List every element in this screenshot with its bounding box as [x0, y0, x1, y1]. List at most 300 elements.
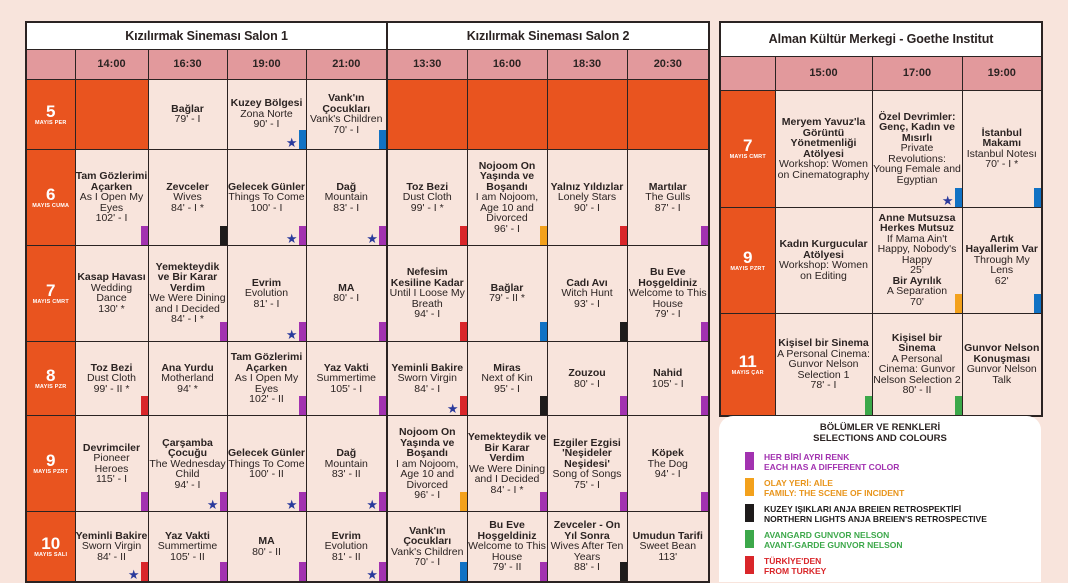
day-label [26, 416, 75, 512]
film-original-title: Wives [173, 191, 202, 204]
film-title: Kişisel bir Sinema [891, 331, 943, 355]
film-duration: 105' - I [651, 377, 684, 390]
film-title: Nefesim Kesiline Kadar [390, 266, 464, 289]
legend-text [764, 478, 904, 498]
film-original-title: Workshop: Women on Editing [779, 259, 868, 282]
film-title: Umudun Tarifi [632, 529, 703, 542]
screening-cell[interactable] [962, 313, 1042, 416]
screening-cell[interactable] [227, 512, 306, 582]
section-color-marker [620, 396, 627, 415]
day-number: 9 [743, 247, 753, 267]
film-title: Köpek [651, 447, 684, 460]
legend-subtitle: SELECTIONS AND COLOURS [813, 433, 947, 444]
screening-cell[interactable] [387, 149, 467, 245]
screening-cell[interactable] [148, 79, 227, 149]
film-original-title: Summertime [157, 540, 218, 553]
day-weekday: MAYIS CMRT [729, 154, 766, 160]
screening-cell[interactable] [775, 313, 872, 416]
film-title: Gelecek Günler [227, 180, 306, 193]
section-color-marker [299, 562, 306, 581]
film-duration: 113' [658, 550, 678, 563]
day-label [720, 90, 775, 207]
showtime-header: 15:00 [775, 56, 872, 90]
legend-item [745, 504, 987, 524]
day-number: 8 [46, 366, 56, 386]
star-icon: ★ [285, 134, 298, 150]
film-original-title: Mountain [324, 457, 368, 470]
film-title: Zevceler - On Yıl Sonra [553, 519, 621, 542]
screening-cell[interactable] [227, 79, 306, 149]
legend-label-tr: KUZEY IŞIKLARI ANJA BREIEN RETROSPEKTİFİ [764, 504, 962, 514]
film-original-title: Lonely Stars [557, 191, 617, 204]
film-original-title: We Were Dining and I Decided [468, 462, 546, 486]
screening-cell[interactable] [148, 342, 227, 416]
screening-cell[interactable] [467, 245, 547, 341]
legend-label-tr: TÜRKİYE'DEN [764, 556, 822, 566]
section-color-marker [540, 562, 547, 581]
film-title: Zouzou [568, 367, 606, 380]
legend-swatch [745, 530, 754, 548]
film-duration: 115' - I [96, 473, 127, 486]
screening-cell[interactable] [306, 245, 387, 341]
section-color-marker [540, 226, 547, 245]
day-weekday: MAYIS SALI [34, 552, 68, 559]
film-duration: 100' - I [250, 201, 283, 214]
showtime-header: 17:00 [872, 56, 962, 90]
screening-cell[interactable] [148, 512, 227, 582]
day-weekday: MAYIS CUMA [32, 202, 70, 209]
screening-cell[interactable] [387, 342, 467, 416]
star-icon: ★ [206, 497, 219, 512]
salon1-schedule [25, 21, 388, 583]
header-corner [26, 49, 75, 79]
screening-cell[interactable] [75, 149, 148, 245]
legend-label-en: NORTHERN LIGHTS ANJA BREIEN'S RETROSPECTIVE [764, 514, 987, 524]
screening-cell[interactable] [227, 416, 306, 512]
film-duration: 87' - I [654, 201, 681, 214]
screening-cell[interactable] [962, 90, 1042, 207]
film-original-title: Dust Cloth [402, 191, 452, 204]
screening-cell[interactable] [306, 416, 387, 512]
film-title: Miras [493, 361, 521, 374]
showtime-header: 14:00 [75, 49, 148, 79]
film-title: Evrim [331, 529, 361, 542]
section-color-marker [299, 130, 306, 149]
film-duration: 94' - I [414, 308, 441, 321]
star-icon: ★ [941, 192, 954, 207]
screening-cell[interactable] [872, 313, 962, 416]
film-title: Tam Gözlerimi Açarken [75, 170, 148, 193]
film-title: Dağ [336, 180, 357, 193]
screening-cell[interactable] [872, 207, 962, 313]
film-original-title: A Personal Cinema: Gunvor Nelson Selection 1 [777, 347, 870, 381]
film-duration: 78' - I [810, 379, 837, 391]
screening-cell[interactable] [387, 512, 467, 582]
day-label [26, 512, 75, 582]
empty-slot [387, 79, 467, 149]
film-title: Anne Mutsuzsa Herkes Mutsuz [878, 211, 956, 235]
screening-cell[interactable] [775, 207, 872, 313]
empty-slot [547, 79, 627, 149]
film-original-title: Private Revolutions: Young Female and Egyptian [873, 142, 961, 186]
film-duration: 79' - II [492, 561, 522, 574]
film-duration: 80' - I [574, 377, 600, 390]
film-title: Kişisel bir Sinema [778, 337, 869, 349]
section-color-marker [141, 396, 148, 415]
film-original-title: Zona Norte [240, 107, 293, 120]
film-title: Yeminli Bakire [391, 361, 464, 374]
screening-cell[interactable] [467, 512, 547, 582]
film-duration: 81' - II [331, 550, 361, 563]
day-number: 10 [41, 534, 61, 554]
section-color-marker [141, 492, 148, 511]
screening-cell[interactable] [227, 245, 306, 341]
film-original-title: Motherland [161, 372, 214, 385]
star-icon: ★ [366, 230, 379, 246]
legend-panel [719, 416, 1041, 582]
legend-item [745, 556, 826, 576]
film-title: Toz Bezi [406, 180, 449, 193]
venue-title: Kızılırmak Sineması Salon 1 [26, 22, 387, 49]
film-title: Bağlar [171, 102, 204, 115]
film-title: Ezgiler Ezgisi 'Neşideler Neşidesi' [553, 436, 621, 470]
star-icon: ★ [127, 567, 140, 582]
section-color-marker [1034, 188, 1041, 207]
header-corner [720, 56, 775, 90]
film-title: Zevceler [166, 180, 209, 193]
day-number: 5 [46, 101, 56, 121]
legend-label-tr: OLAY YERİ: AİLE [764, 478, 833, 488]
legend-label-en: FROM TURKEY [764, 566, 827, 576]
screening-cell[interactable] [467, 342, 547, 416]
film-duration: 94' - I [654, 468, 681, 481]
film-duration: 84' - I * [171, 313, 204, 326]
film-duration: 94' * [177, 382, 198, 395]
film-original-title: Evolution [324, 540, 368, 553]
film-title: Kasap Havası [77, 271, 146, 284]
film-duration: 100' - II [249, 468, 284, 481]
film-title: Devrimciler [82, 441, 141, 454]
legend-text [764, 504, 987, 524]
showtime-header: 20:30 [627, 49, 709, 79]
film-title: İstanbul Makamı [981, 126, 1022, 149]
section-color-marker [540, 396, 547, 415]
film-original-title: Welcome to This House [468, 540, 546, 563]
screening-cell[interactable] [387, 416, 467, 512]
film-original-title: We Were Dining and I Decided [149, 292, 226, 315]
film-duration: 90' - I [574, 201, 600, 214]
film-duration: 80' - II [902, 384, 932, 397]
screening-cell[interactable] [75, 245, 148, 341]
screening-cell[interactable] [75, 342, 148, 416]
section-color-marker [220, 492, 227, 511]
film-duration: 83' - II [331, 468, 361, 481]
screening-cell[interactable] [306, 342, 387, 416]
film-duration: 84' - II [97, 550, 126, 563]
section-color-marker [379, 322, 386, 341]
day-number: 7 [743, 136, 753, 155]
film-title: Kuzey Bölgesi [230, 97, 303, 110]
screening-cell[interactable] [306, 149, 387, 245]
screening-cell[interactable] [547, 245, 627, 341]
showtime-header: 19:00 [227, 49, 306, 79]
section-color-marker [141, 226, 148, 245]
screening-cell[interactable] [627, 512, 709, 582]
film-title: Yeminli Bakire [75, 529, 148, 542]
film-duration: 99' - I * [410, 201, 444, 214]
section-color-marker [955, 294, 962, 313]
film-duration: 70' - I * [985, 158, 1019, 170]
legend-label-en: AVANT-GARDE GUNVOR NELSON [764, 540, 903, 550]
showtime-header: 18:30 [547, 49, 627, 79]
film-title: MA [258, 535, 275, 548]
film-duration: 102' - II [249, 393, 284, 406]
section-color-marker [460, 226, 467, 245]
film-original-title: A Personal Cinema: Gunvor Nelson Selection 2 [873, 352, 961, 386]
film-duration: 105' - I [330, 382, 363, 395]
film-duration: 99' - II * [93, 382, 130, 395]
screening-cell[interactable] [547, 416, 627, 512]
section-color-marker [299, 226, 306, 245]
screening-cell[interactable] [775, 90, 872, 207]
film-original-title: Sworn Virgin [397, 372, 457, 385]
screening-cell[interactable] [75, 416, 148, 512]
screening-cell[interactable] [467, 149, 547, 245]
film-duration: 96' - I [494, 222, 520, 235]
day-label [720, 207, 775, 313]
film-duration: 84' - I [414, 382, 441, 395]
film-title: Meryem Yavuz'la Görüntü Yönetmenliği Atölyesi [781, 116, 866, 160]
day-number: 6 [46, 184, 56, 204]
empty-slot [627, 79, 709, 149]
film-original-title: Through My Lens [973, 253, 1030, 277]
film-duration: 102' - I [95, 212, 128, 225]
film-duration: 80' - II [252, 545, 281, 558]
film-title: Tam Gözlerimi Açarken [230, 351, 303, 374]
section-color-marker [620, 322, 627, 341]
film-duration: 70' [910, 295, 924, 308]
screening-cell[interactable] [547, 149, 627, 245]
legend-swatch [745, 504, 754, 522]
star-icon: ★ [285, 230, 298, 246]
film-duration: 79' - I [174, 113, 201, 126]
film-title: Cadı Avı [566, 276, 608, 289]
section-color-marker [620, 226, 627, 245]
film-original-title: Song of Songs [552, 468, 622, 481]
screening-cell[interactable] [306, 79, 387, 149]
film-duration: 83' - I [333, 201, 360, 214]
star-icon: ★ [285, 497, 298, 512]
film-original-title: Wives After Ten Years [550, 540, 624, 563]
section-color-marker [299, 322, 306, 341]
film-duration: 94' - I [174, 478, 201, 491]
section-color-marker [379, 130, 386, 149]
screening-cell[interactable] [627, 416, 709, 512]
showtime-header: 19:00 [962, 56, 1042, 90]
film-title: Yemekteydik ve Bir Karar Verdim [155, 260, 220, 294]
film-duration: 90' - I [253, 118, 280, 131]
film-original-title: As I Open My Eyes [79, 191, 144, 214]
section-color-marker [865, 396, 872, 415]
showtime-header: 13:30 [387, 49, 467, 79]
film-title: Yaz Vakti [323, 361, 369, 374]
film-original-title: I am Nojoom, Age 10 and Divorced [475, 191, 539, 225]
film-original-title: The Dog [647, 457, 688, 470]
film-original-title: The Gulls [645, 191, 691, 204]
section-color-marker [141, 562, 148, 581]
film-original-title: Workshop: Women on Cinematography [777, 158, 870, 181]
film-original-title: Sworn Virgin [81, 540, 142, 553]
section-color-marker [299, 396, 306, 415]
film-title: MA [338, 281, 355, 294]
section-color-marker [220, 226, 227, 245]
film-duration: 88' - I [574, 561, 600, 574]
film-title: Kadın Kurgucular Atölyesi [779, 238, 868, 261]
screening-cell[interactable] [387, 245, 467, 341]
film-title: Martılar [648, 180, 687, 193]
section-color-marker [540, 492, 547, 511]
section-color-marker [299, 492, 306, 511]
screening-cell[interactable] [547, 512, 627, 582]
film-original-title: A Separation [886, 285, 948, 298]
film-original-title: Vank's Children [391, 545, 464, 558]
screening-cell[interactable] [148, 245, 227, 341]
film-original-title: Evolution [244, 287, 289, 300]
section-color-marker [460, 396, 467, 415]
day-weekday: MAYIS PZRT [730, 265, 766, 272]
film-title: Gelecek Günler [227, 447, 306, 460]
day-label [26, 342, 75, 416]
film-title: Yalnız Yıldızlar [550, 180, 624, 193]
day-weekday: MAYIS PER [34, 119, 67, 126]
film-original-title: Next of Kin [481, 372, 533, 385]
screening-cell[interactable] [627, 342, 709, 416]
legend-text [764, 530, 903, 550]
screening-cell[interactable] [306, 512, 387, 582]
screening-cell[interactable] [227, 149, 306, 245]
day-label [26, 149, 75, 245]
section-color-marker [379, 562, 386, 581]
star-icon: ★ [366, 497, 379, 512]
legend-label-en: EACH HAS A DIFFERENT COLOR [764, 462, 900, 472]
section-color-marker [540, 322, 547, 341]
film-duration: 95' - I [494, 382, 520, 395]
film-original-title: Things To Come [228, 457, 305, 470]
section-color-marker [460, 562, 467, 581]
section-color-marker [379, 492, 386, 511]
section-color-marker [701, 492, 708, 511]
legend-item [745, 530, 903, 550]
empty-slot [75, 79, 148, 149]
film-duration: 80' - I [333, 292, 360, 305]
showtime-header: 16:30 [148, 49, 227, 79]
day-number: 11 [738, 351, 757, 371]
film-title: Bu Eve Hoşgeldiniz [477, 519, 537, 542]
film-duration: 96' - I [414, 489, 441, 502]
day-label [26, 245, 75, 341]
section-color-marker [220, 322, 227, 341]
film-original-title: Dust Cloth [86, 372, 137, 385]
film-duration: 25' [910, 264, 924, 277]
screening-cell[interactable] [962, 207, 1042, 313]
film-duration: 105' - II [170, 550, 205, 563]
star-icon: ★ [446, 401, 459, 416]
section-color-marker [460, 322, 467, 341]
film-original-title: Summertime [316, 372, 377, 385]
film-duration: 81' - I [253, 297, 280, 310]
film-duration: 84' - I * [171, 201, 204, 214]
film-title: Bağlar [490, 281, 524, 294]
day-weekday: MAYIS CMRT [32, 298, 69, 305]
film-original-title: Until I Loose My Breath [389, 287, 465, 310]
screening-cell[interactable] [148, 416, 227, 512]
film-original-title: Sweet Bean [639, 540, 697, 553]
film-original-title: I am Nojoom, Age 10 and Divorced [396, 457, 459, 491]
showtime-header: 21:00 [306, 49, 387, 79]
film-title: Yemekteydik ve Bir Karar Verdim [467, 431, 547, 465]
screening-cell[interactable] [547, 342, 627, 416]
film-original-title: As I Open My Eyes [234, 372, 299, 395]
screening-cell[interactable] [627, 245, 709, 341]
star-icon: ★ [366, 567, 379, 582]
film-duration: 62' [994, 274, 1009, 287]
star-icon: ★ [285, 327, 298, 342]
film-title: Bu Eve Hoşgeldiniz [638, 266, 698, 289]
film-title: Evrim [251, 276, 282, 289]
film-duration: 79' - II * [489, 292, 525, 305]
legend-item [745, 452, 899, 472]
film-original-title: Wedding Dance [90, 281, 133, 305]
section-color-marker [220, 562, 227, 581]
legend-text [764, 452, 899, 472]
screening-cell[interactable] [75, 512, 148, 582]
empty-slot [467, 79, 547, 149]
legend-label-tr: AVANGARD GUNVOR NELSON [764, 530, 890, 540]
film-duration: 84' - I * [490, 483, 524, 496]
screening-cell[interactable] [227, 342, 306, 416]
film-duration: 79' - I [654, 308, 681, 321]
day-weekday: MAYIS PZR [35, 384, 67, 391]
screening-cell[interactable] [872, 90, 962, 207]
legend-swatch [745, 478, 754, 496]
day-weekday: MAYIS PZRT [33, 469, 69, 476]
day-label [26, 79, 75, 149]
film-title: Toz Bezi [90, 361, 133, 374]
film-title: Bir Ayrılık [892, 274, 942, 287]
film-original-title: Vank's Children [310, 113, 383, 126]
film-title: Vank'ın Çocukları [322, 92, 371, 115]
section-color-marker [379, 226, 386, 245]
screening-cell[interactable] [467, 416, 547, 512]
section-color-marker [701, 226, 708, 245]
section-color-marker [460, 492, 467, 511]
section-color-marker [1034, 294, 1041, 313]
screening-cell[interactable] [627, 149, 709, 245]
legend-text [764, 556, 826, 576]
film-original-title: Pioneer Heroes [93, 452, 130, 475]
legend-swatch [745, 556, 754, 574]
day-label [720, 313, 775, 416]
film-original-title: If Mama Ain't Happy, Nobody's Happy [877, 232, 957, 266]
film-duration: 75' - I [574, 478, 600, 491]
legend-label-en: FAMILY: THE SCENE OF INCIDENT [764, 488, 905, 498]
screening-cell[interactable] [148, 149, 227, 245]
section-color-marker [955, 188, 962, 207]
legend-label-tr: HER BİRİ AYRI RENK [764, 452, 850, 462]
showtime-header: 16:00 [467, 49, 547, 79]
film-original-title: Mountain [324, 191, 368, 204]
day-number: 9 [46, 451, 56, 471]
